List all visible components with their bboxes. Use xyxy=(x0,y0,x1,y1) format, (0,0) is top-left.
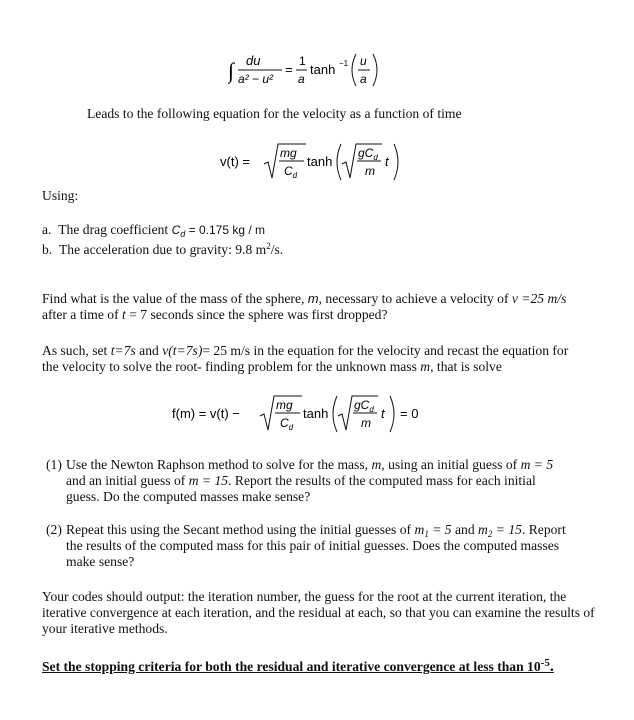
item1-line-2 xyxy=(66,473,612,489)
stopping-criteria xyxy=(42,659,554,675)
item2-report: . Report xyxy=(521,522,566,537)
set-text-1b: t=7s xyxy=(110,343,136,358)
d-subscript: d xyxy=(292,171,298,180)
arg-denominator: a xyxy=(360,72,367,86)
cd-denominator xyxy=(284,164,298,180)
list-item-a xyxy=(42,222,265,238)
set-text-2c: , that is solve xyxy=(430,359,502,374)
find-m: m xyxy=(307,291,319,306)
item2-m1-sub: 1 xyxy=(424,529,429,539)
set-text-1c: and xyxy=(135,343,163,358)
stopping-end: . xyxy=(549,658,554,675)
cd-value: = 0.175 kg / m xyxy=(185,223,265,237)
tanh-func-3: tanh xyxy=(303,406,329,421)
find-line-2 xyxy=(42,307,608,323)
gcd-numerator-2 xyxy=(354,398,374,414)
velocity-equation xyxy=(220,140,420,184)
list-label-b: b. xyxy=(42,242,53,257)
item1-text-2c: . Report the results of the computed mass for each initial xyxy=(228,473,536,488)
find-line-1 xyxy=(42,291,608,307)
du-numerator: du xyxy=(246,53,261,68)
item1-line-1 xyxy=(66,457,612,473)
item2-line-1 xyxy=(66,522,612,538)
item1-text-1: Use the Newton Raphson method to solve for the mass, xyxy=(66,457,372,472)
d-subscript-3: d xyxy=(288,423,294,432)
codes-paragraph: Your codes should output: the iteration number, the guess for the root at the current iteration, the iterative convergence at each iteration, and the residual at each, so that you can examine the results of your iterative methods. xyxy=(42,589,595,636)
list-text-a: The drag coefficient xyxy=(58,222,172,237)
numbered-item-1 xyxy=(46,457,612,505)
m-denominator-2: m xyxy=(361,416,371,430)
d-subscript-2: d xyxy=(373,153,378,162)
cd-sub: d xyxy=(180,229,186,239)
item2-m2-sub: 2 xyxy=(487,529,493,539)
item1-text-1b: , using an initial guess of xyxy=(381,457,521,472)
item1-line-3: guess. Do the computed masses make sense? xyxy=(66,489,311,504)
f-of-m: f(m) = v(t) − xyxy=(172,406,240,421)
m-denominator: m xyxy=(365,164,375,178)
intro-line: Leads to the following equation for the velocity as a function of time xyxy=(87,106,462,121)
item2-and: and xyxy=(451,522,479,537)
t-variable-2: t xyxy=(381,406,385,421)
item1-m: m xyxy=(371,457,382,472)
find-v: v =25 m/s xyxy=(511,291,567,306)
t-variable: t xyxy=(385,154,389,169)
item2-m2 xyxy=(478,522,522,537)
numbered-item-2 xyxy=(46,522,612,570)
arg-numerator: u xyxy=(360,54,367,68)
right-paren xyxy=(373,54,377,86)
set-text-1d: v(t=7s) xyxy=(162,343,203,358)
integral-sign: ∫ xyxy=(228,58,235,83)
gc-letters: gC xyxy=(358,146,374,160)
stopping-text: Set the stopping criteria for both the residual and iterative convergence at less than 10 xyxy=(42,659,541,674)
d-subscript-4: d xyxy=(369,405,374,414)
left-paren-3 xyxy=(333,396,337,432)
velocity-equation-svg xyxy=(220,140,420,184)
inverse-superscript: −1 xyxy=(339,59,349,68)
denominator-a2-u2: a² − u² xyxy=(238,72,274,86)
set-text-1a: As such, set xyxy=(42,343,111,358)
item2-m1-letter: m xyxy=(414,522,425,537)
left-paren-2 xyxy=(337,144,341,180)
cd-denominator-2 xyxy=(280,416,294,432)
item1-text-2a: and an initial guess of xyxy=(66,473,189,488)
find-text-4: = 7 seconds since the sphere was first dropped? xyxy=(125,307,388,322)
item2-m1-val: = 5 xyxy=(428,522,452,537)
right-paren-2 xyxy=(394,144,398,180)
using-label: Using: xyxy=(42,188,79,203)
equals-sign: = xyxy=(285,62,293,77)
list-item-b xyxy=(42,242,283,258)
item-label-2: (2) xyxy=(46,522,62,537)
c-letter-2: C xyxy=(280,416,289,430)
set-text-2a: the velocity to solve the root- finding problem for the unknown mass xyxy=(42,359,421,374)
equals-zero: = 0 xyxy=(400,406,419,421)
coef-numerator: 1 xyxy=(299,54,306,68)
set-line-1 xyxy=(42,343,608,359)
item1-m5: m = 5 xyxy=(520,457,554,472)
integral-equation-svg xyxy=(228,50,388,90)
list-text-b: The acceleration due to gravity: 9.8 m xyxy=(59,242,267,257)
right-paren-3 xyxy=(390,396,394,432)
set-text-1e: = 25 m/s in the equation for the velocity and recast the equation for xyxy=(202,343,569,358)
gcd-numerator xyxy=(358,146,378,162)
list-label-a: a. xyxy=(42,222,52,237)
left-paren xyxy=(352,54,356,86)
find-t: t xyxy=(122,307,126,322)
item2-m2-val: = 15 xyxy=(492,522,522,537)
item2-line-3: make sense? xyxy=(66,554,135,569)
root-equation xyxy=(172,392,432,436)
mg-numerator: mg xyxy=(280,146,297,160)
item2-text-1: Repeat this using the Secant method using the initial guesses of xyxy=(66,522,415,537)
item-label-1: (1) xyxy=(46,457,62,472)
gravity-post: /s. xyxy=(270,242,284,257)
set-line-2 xyxy=(42,359,608,375)
gc-letters-2: gC xyxy=(354,398,370,412)
root-equation-svg xyxy=(172,392,432,436)
tanh-func-2: tanh xyxy=(307,154,333,169)
coef-denominator: a xyxy=(298,72,305,86)
gravity-sup: 2 xyxy=(266,241,271,251)
v-of-t: v(t) = xyxy=(220,154,250,169)
find-paragraph xyxy=(42,291,608,323)
find-text-3: after a time of xyxy=(42,307,123,322)
item2-m1 xyxy=(414,522,451,537)
tanh-func: tanh xyxy=(310,62,336,77)
item2-m2-letter: m xyxy=(478,522,488,537)
stopping-exponent: -5 xyxy=(540,657,550,669)
set-text-2b: m xyxy=(420,359,431,374)
integral-equation xyxy=(228,50,388,90)
find-text-1: Find what is the value of the mass of the sphere, xyxy=(42,291,308,306)
c-letter: C xyxy=(284,164,293,178)
find-text-2: , necessary to achieve a velocity of xyxy=(318,291,512,306)
item2-line-2: the results of the computed mass for this pair of initial guesses. Does the computed masses xyxy=(66,538,560,553)
item1-m15: m = 15 xyxy=(188,473,229,488)
mg-numerator-2: mg xyxy=(276,398,293,412)
cd-symbol: C xyxy=(171,223,181,237)
set-paragraph xyxy=(42,343,608,375)
